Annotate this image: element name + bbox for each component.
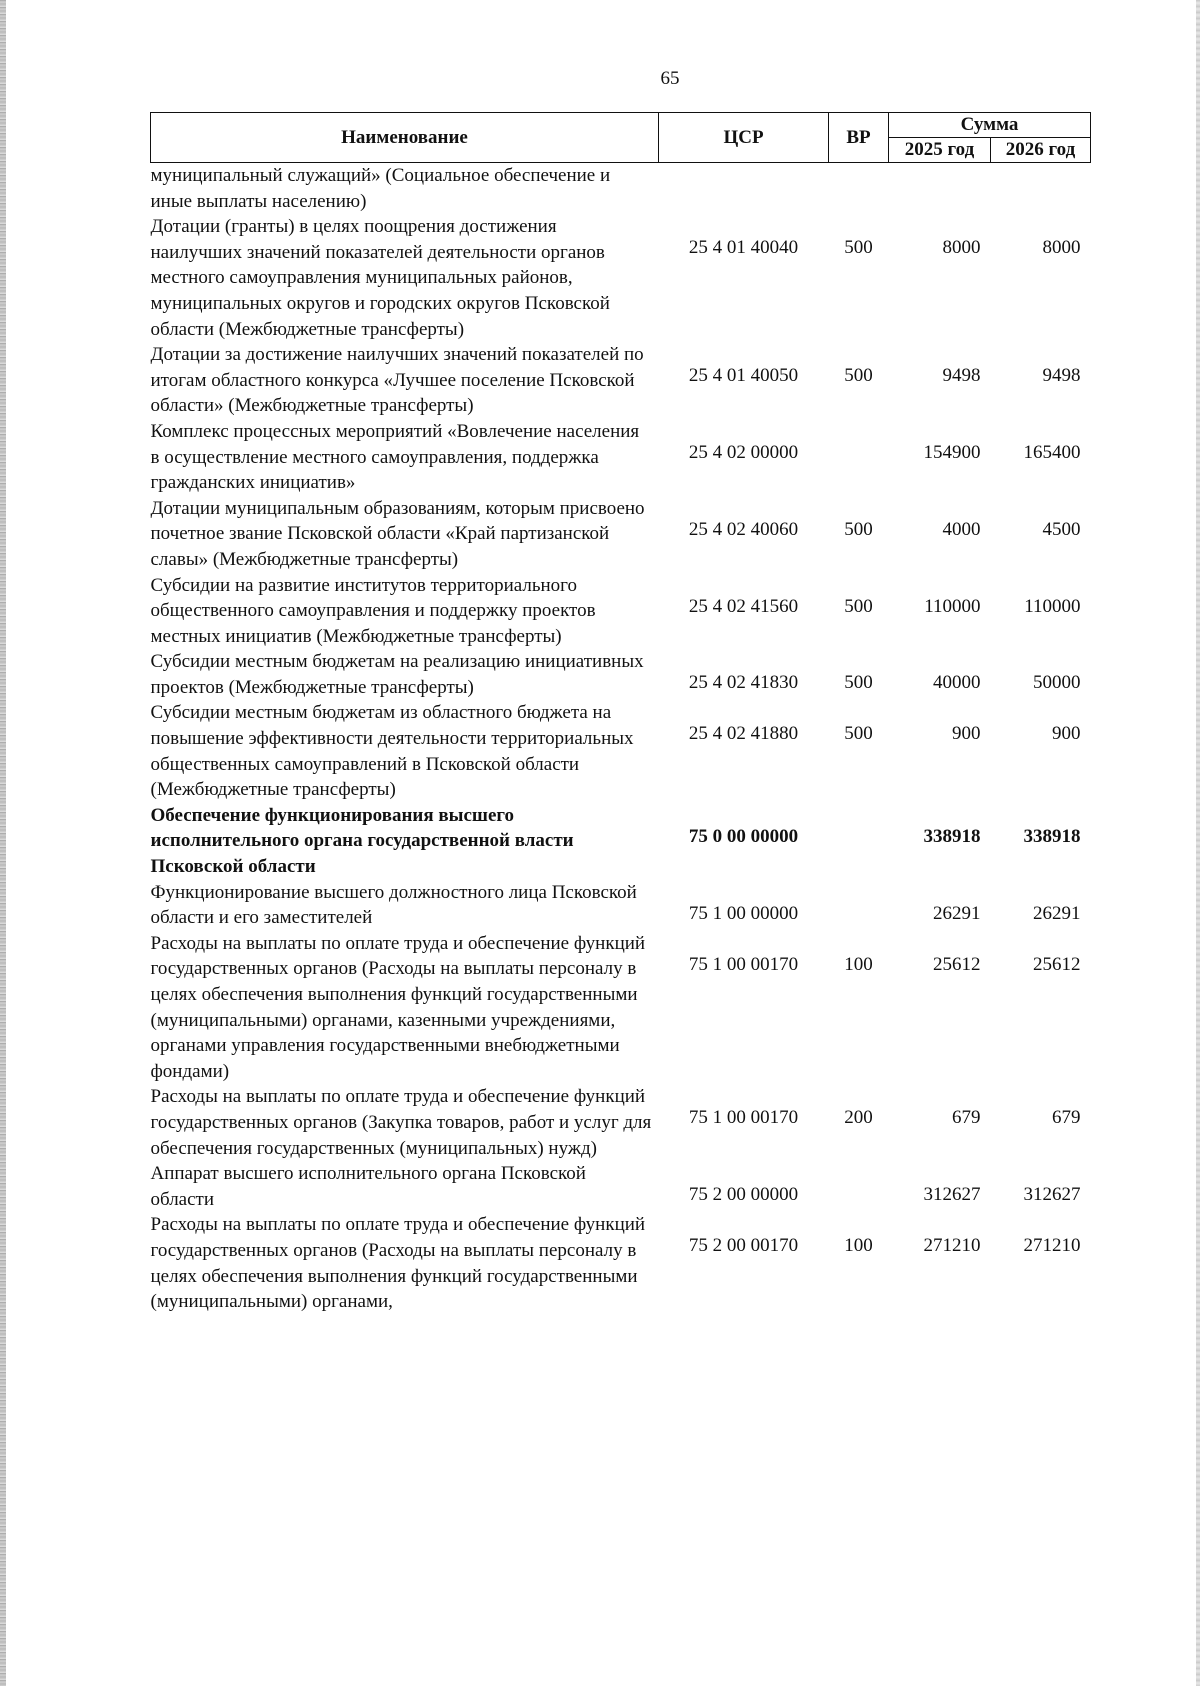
header-vr: ВР: [829, 113, 889, 163]
row-vr: 200: [844, 1107, 873, 1129]
row-sum-2025: 154900: [923, 441, 981, 463]
row-vr: 500: [844, 365, 873, 387]
row-sum-2025: 40000: [933, 672, 981, 694]
row-vr: 100: [844, 953, 873, 975]
row-name: Комплекс процессных мероприятий «Вовлечение населения в осуществление местного самоуправления, поддержка гражданских инициатив»: [150, 420, 640, 494]
table-row: [151, 496, 1091, 573]
table-row: [151, 419, 1091, 496]
table-row: [151, 342, 1091, 419]
row-sum-2026: 9498: [1042, 365, 1081, 387]
row-name: Обеспечение функционирования высшего исполнительного органа государственной власти Псковской области: [150, 804, 574, 878]
row-sum-2025: 338918: [923, 825, 981, 847]
row-vr: 500: [844, 595, 873, 617]
table-row: [151, 1212, 1091, 1314]
row-sum-2026: 8000: [1042, 237, 1081, 259]
row-csr: 25 4 02 40060: [688, 518, 799, 540]
row-csr: 25 4 02 41830: [688, 672, 799, 694]
row-csr: 75 1 00 00170: [688, 953, 799, 975]
row-csr: 25 4 02 00000: [688, 441, 799, 463]
row-sum-2026: 26291: [1033, 902, 1081, 924]
row-name: Расходы на выплаты по оплате труда и обеспечение функций государственных органов (Расходы на выплаты персоналу в целях обеспечения выполнения функций государственными (муниципальными) органами, казенными учреждениями, органами управления государственными внебюджетными фондами): [150, 932, 646, 1082]
row-name: Аппарат высшего исполнительного органа Псковской области: [150, 1163, 586, 1210]
row-sum-2026: 900: [1052, 723, 1081, 745]
row-name: Субсидии местным бюджетам из областного бюджета на повышение эффективности деятельности территориальных общественных самоуправлений в Псковской области (Межбюджетные трансферты): [150, 702, 634, 801]
row-csr: 75 1 00 00170: [688, 1107, 799, 1129]
row-sum-2026: 338918: [1023, 825, 1081, 847]
scan-edge-right: [1196, 0, 1200, 1686]
row-csr: 75 2 00 00170: [688, 1235, 799, 1257]
row-name: Расходы на выплаты по оплате труда и обеспечение функций государственных органов (Закупка товаров, работ и услуг для обеспечения государственных (муниципальных) нужд): [150, 1086, 652, 1159]
header-csr: ЦСР: [659, 113, 829, 163]
row-sum-2026: 271210: [1023, 1235, 1081, 1257]
row-vr: 500: [844, 518, 873, 540]
row-vr: [829, 419, 889, 496]
scan-edge-left: [0, 0, 6, 1686]
row-sum-2026: [991, 163, 1091, 215]
header-year-2025: 2025 год: [889, 138, 991, 163]
table-row: [151, 214, 1091, 342]
header-sum: Сумма: [889, 113, 1091, 138]
row-name: Дотации (гранты) в целях поощрения достижения наилучших значений показателей деятельности органов местного самоуправления муниципальных районов, муниципальных округов и городских округов Псковской области (Межбюджетные трансферты): [150, 216, 610, 340]
row-csr: 25 4 01 40040: [688, 237, 799, 259]
row-sum-2026: 110000: [1024, 595, 1081, 617]
table-row: [151, 573, 1091, 650]
row-name: Субсидии на развитие институтов территориального общественного самоуправления и поддержку проектов местных инициатив (Межбюджетные трансферты): [150, 574, 596, 647]
row-name: Функционирование высшего должностного лица Псковской области и его заместителей: [150, 881, 637, 929]
row-csr: 75 1 00 00000: [688, 902, 799, 924]
row-sum-2026: 165400: [1023, 441, 1081, 463]
row-vr: 500: [844, 237, 873, 259]
row-sum-2026: 312627: [1023, 1184, 1081, 1206]
row-sum-2025: 679: [952, 1107, 981, 1129]
table-row: [151, 163, 1091, 215]
row-vr: [829, 1161, 889, 1212]
table-row: [151, 1161, 1091, 1212]
table-row: [151, 1084, 1091, 1161]
table-row: [151, 880, 1091, 931]
row-csr: 75 0 00 00000: [688, 825, 799, 847]
row-csr: 25 4 02 41560: [688, 595, 799, 617]
row-sum-2025: 8000: [942, 237, 981, 259]
row-name: Расходы на выплаты по оплате труда и обеспечение функций государственных органов (Расходы на выплаты персоналу в целях обеспечения выполнения функций государственными (муниципальными) органами,: [150, 1214, 646, 1313]
row-sum-2025: 271210: [923, 1235, 981, 1257]
row-csr: [659, 163, 829, 215]
row-name: Дотации за достижение наилучших значений показателей по итогам областного конкурса «Лучшее поселение Псковской области» (Межбюджетные трансферты): [150, 344, 644, 417]
row-csr: 75 2 00 00000: [688, 1184, 799, 1206]
row-sum-2026: 679: [1052, 1107, 1081, 1129]
row-sum-2025: 4000: [942, 518, 981, 540]
row-vr: [829, 803, 889, 880]
table-row: [151, 803, 1091, 880]
row-sum-2025: [889, 163, 991, 215]
row-sum-2025: 900: [952, 723, 981, 745]
budget-table: [150, 112, 1091, 1315]
row-sum-2026: 25612: [1033, 953, 1081, 975]
row-sum-2026: 4500: [1042, 518, 1081, 540]
row-sum-2026: 50000: [1033, 672, 1081, 694]
row-sum-2025: 110000: [924, 595, 981, 617]
table-header: [151, 113, 1091, 163]
row-sum-2025: 26291: [933, 902, 981, 924]
row-vr: [829, 880, 889, 931]
row-vr: [829, 163, 889, 215]
table-row: [151, 700, 1091, 802]
header-name: Наименование: [151, 113, 659, 163]
row-vr: 500: [844, 723, 873, 745]
row-csr: 25 4 01 40050: [688, 365, 799, 387]
row-sum-2025: 312627: [923, 1184, 981, 1206]
row-name: Дотации муниципальным образованиям, которым присвоено почетное звание Псковской области «Край партизанской славы» (Межбюджетные трансферты): [150, 497, 645, 570]
table-row: [151, 649, 1091, 700]
row-name: Субсидии местным бюджетам на реализацию инициативных проектов (Межбюджетные трансферты): [150, 651, 644, 698]
row-csr: 25 4 02 41880: [688, 723, 799, 745]
row-sum-2025: 9498: [942, 365, 981, 387]
page-number: 65: [660, 68, 680, 89]
row-vr: 500: [844, 672, 873, 694]
table-row: [151, 931, 1091, 1085]
row-name: муниципальный служащий» (Социальное обеспечение и иные выплаты населению): [150, 165, 611, 212]
row-vr: 100: [844, 1235, 873, 1257]
row-sum-2025: 25612: [933, 953, 981, 975]
table-body: [151, 163, 1091, 1315]
header-year-2026: 2026 год: [991, 138, 1091, 163]
